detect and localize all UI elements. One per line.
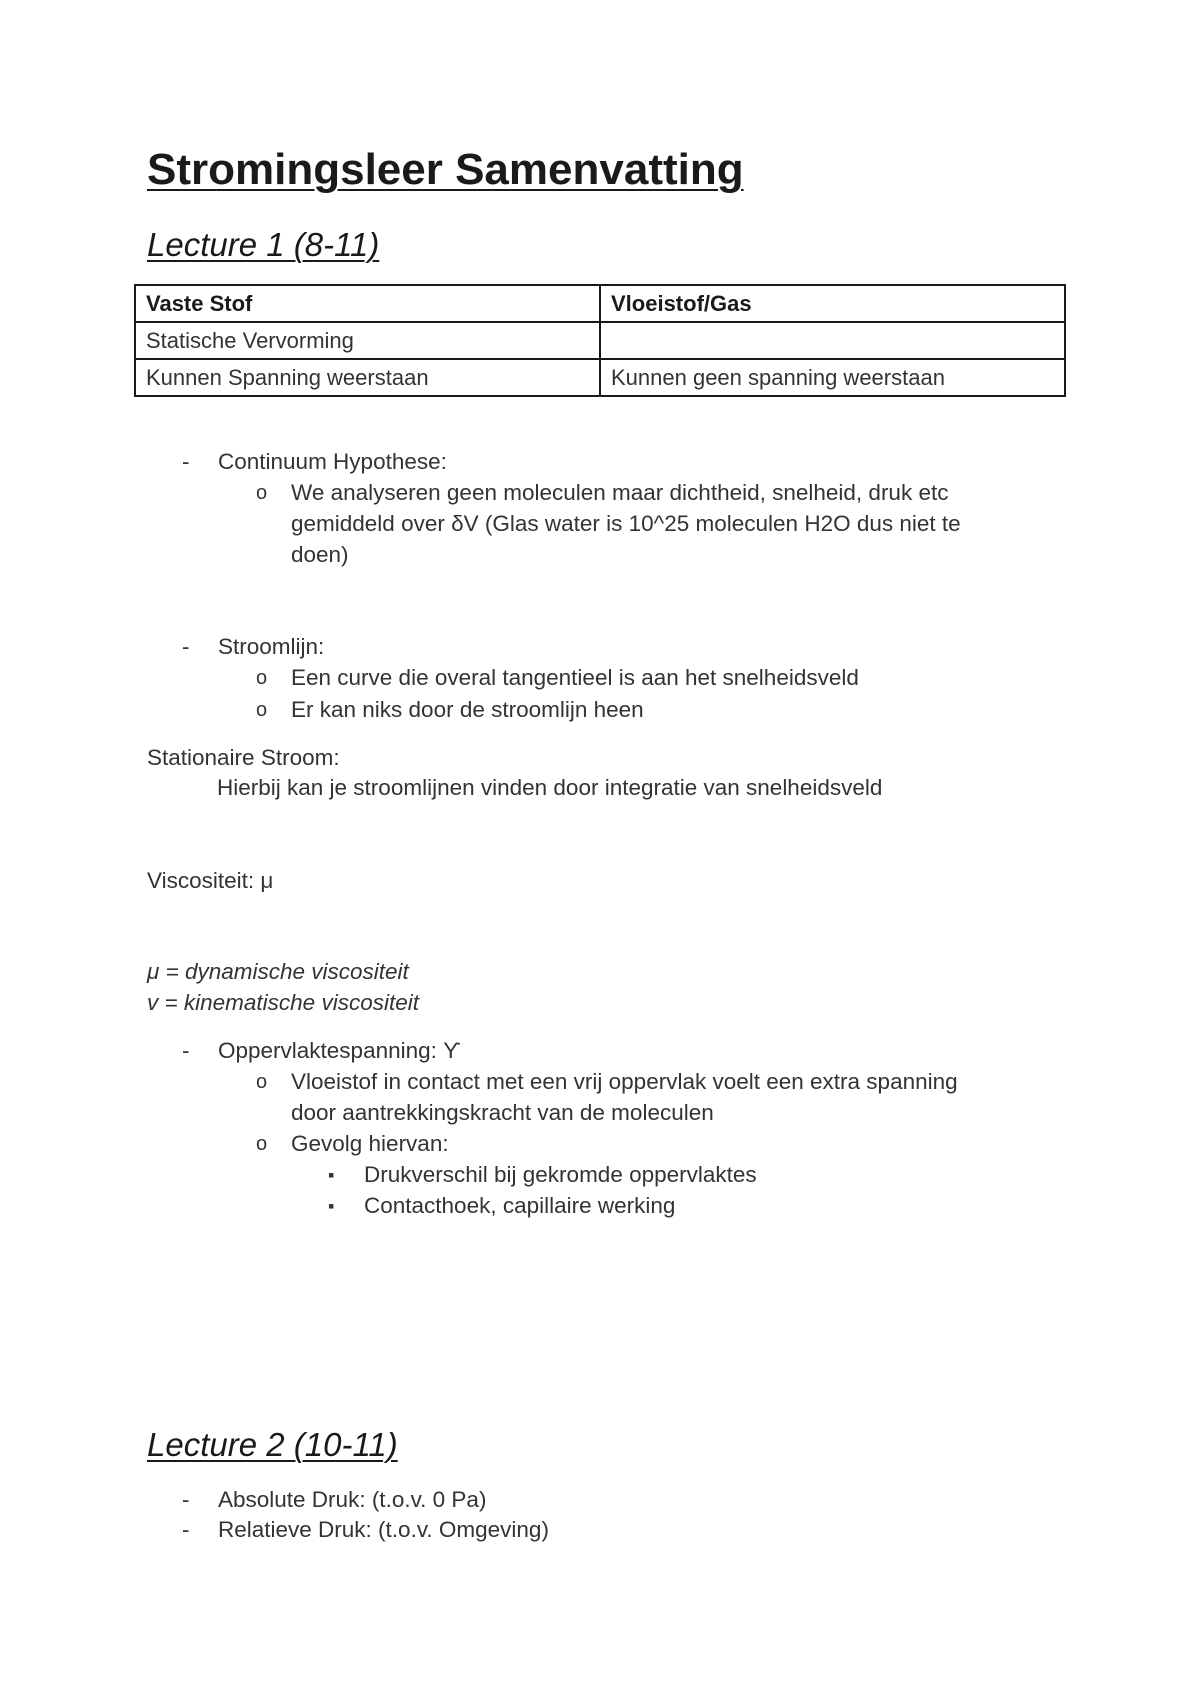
lecture-1-heading: Lecture 1 (8-11) xyxy=(147,226,380,263)
list-item: Drukverschil bij gekromde oppervlaktes xyxy=(364,1162,757,1187)
table-row xyxy=(135,359,1065,396)
table-header-row xyxy=(135,285,1065,322)
circle-bullet: o xyxy=(256,1071,268,1093)
list-item: Contacthoek, capillaire werking xyxy=(364,1193,676,1218)
section-label: Stationaire Stroom: xyxy=(147,745,340,770)
list-item: Relatieve Druk: (t.o.v. Omgeving) xyxy=(218,1517,549,1542)
dash-bullet: - xyxy=(182,1038,190,1063)
list-item: Stroomlijn: xyxy=(218,634,325,659)
list-item: Continuum Hypothese: xyxy=(218,449,447,474)
list-item: Gevolg hiervan: xyxy=(291,1131,449,1156)
list-item-continuation: door aantrekkingskracht van de moleculen xyxy=(291,1100,714,1125)
circle-bullet: o xyxy=(256,699,268,721)
list-item: Vloeistof in contact met een vrij oppervlak voelt een extra spanning xyxy=(291,1069,958,1094)
list-item-continuation: doen) xyxy=(291,542,349,567)
table-header-cell: Vloeistof/Gas xyxy=(600,285,1065,322)
list-item-continuation: gemiddeld over δV (Glas water is 10^25 moleculen H2O dus niet te xyxy=(291,511,961,536)
circle-bullet: o xyxy=(256,1133,268,1155)
list-item: Een curve die overal tangentieel is aan het snelheidsveld xyxy=(291,665,859,690)
dash-bullet: - xyxy=(182,1517,190,1542)
list-item: Oppervlaktespanning: ϒ xyxy=(218,1038,461,1063)
table-cell: Statische Vervorming xyxy=(135,322,600,359)
square-bullet: ▪ xyxy=(328,1165,335,1185)
dash-bullet: - xyxy=(182,634,190,659)
lecture-2-heading: Lecture 2 (10-11) xyxy=(147,1426,398,1463)
table-row xyxy=(135,322,1065,359)
document-title: Stromingsleer Samenvatting xyxy=(147,145,744,194)
circle-bullet: o xyxy=(256,482,268,504)
definition-line: μ = dynamische viscositeit xyxy=(147,959,409,984)
dash-bullet: - xyxy=(182,449,190,474)
paragraph: Hierbij kan je stroomlijnen vinden door integratie van snelheidsveld xyxy=(217,775,883,800)
list-item: Er kan niks door de stroomlijn heen xyxy=(291,697,644,722)
comparison-table xyxy=(134,284,1066,397)
square-bullet: ▪ xyxy=(328,1196,335,1216)
table-header-cell: Vaste Stof xyxy=(135,285,600,322)
dash-bullet: - xyxy=(182,1487,190,1512)
definition-line: v = kinematische viscositeit xyxy=(147,990,419,1015)
table-cell: Kunnen geen spanning weerstaan xyxy=(600,359,1065,396)
list-item: We analyseren geen moleculen maar dichtheid, snelheid, druk etc xyxy=(291,480,949,505)
table-cell: Kunnen Spanning weerstaan xyxy=(135,359,600,396)
section-label: Viscositeit: μ xyxy=(147,868,274,893)
table-cell xyxy=(600,322,1065,359)
circle-bullet: o xyxy=(256,667,268,689)
list-item: Absolute Druk: (t.o.v. 0 Pa) xyxy=(218,1487,487,1512)
